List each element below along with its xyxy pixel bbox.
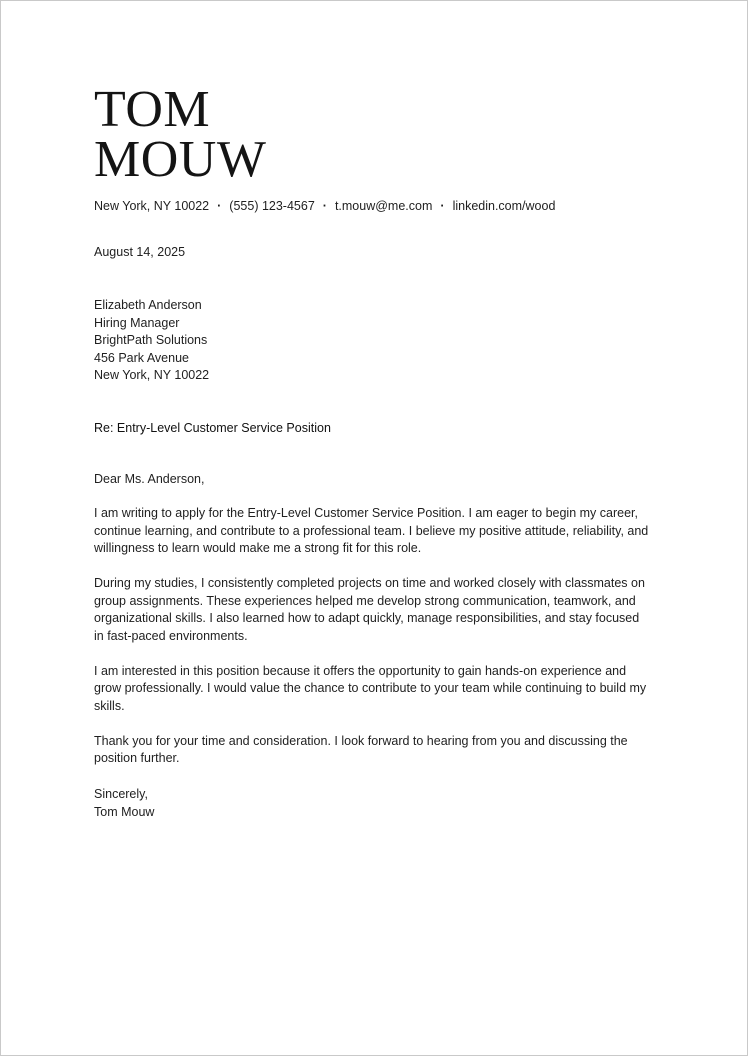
contact-separator: · bbox=[217, 199, 222, 213]
letter-date: August 14, 2025 bbox=[94, 245, 186, 259]
signature-name: Tom Mouw bbox=[94, 804, 155, 819]
contact-email: t.mouw@me.com bbox=[334, 199, 433, 213]
contact-separator: · bbox=[440, 199, 445, 213]
body-paragraph: During my studies, I consistently completed projects on time and worked closely with classmates on group assignments. These experiences helped me develop strong communication, teamwork, and organizational skills. I also learned how to adapt quickly, manage responsibilities, and stay focused in fast-paced environments. bbox=[94, 576, 645, 643]
body-paragraph: I am interested in this position because it offers the opportunity to gain hands-on experience and grow professionally. I would value the chance to contribute to your team while continuing to build my skills. bbox=[94, 663, 647, 713]
subject-line: Re: Entry-Level Customer Service Position bbox=[94, 421, 331, 435]
salutation: Dear Ms. Anderson, bbox=[94, 472, 205, 486]
contact-linkedin: linkedin.com/wood bbox=[452, 199, 556, 213]
contact-separator: · bbox=[322, 199, 327, 213]
body-paragraph: I am writing to apply for the Entry-Level Customer Service Position. I am eager to begin my career, continue learning, and contribute to a professional team. I believe my positive attitude, reliability, and willingness to learn would make me a strong fit for this role. bbox=[94, 506, 649, 555]
recipient-name: Elizabeth Anderson bbox=[94, 298, 202, 312]
recipient-street: 456 Park Avenue bbox=[94, 350, 189, 365]
letter-body bbox=[94, 505, 650, 785]
recipient-company: BrightPath Solutions bbox=[94, 333, 208, 347]
applicant-first-name: TOM bbox=[94, 81, 211, 138]
applicant-name bbox=[94, 81, 267, 188]
contact-address: New York, NY 10022 bbox=[94, 199, 210, 213]
valediction: Sincerely, bbox=[94, 787, 148, 801]
recipient-block bbox=[94, 297, 209, 385]
body-paragraph: Thank you for your time and consideration. I look forward to hearing from you and discussing the position further. bbox=[94, 733, 628, 765]
recipient-city: New York, NY 10022 bbox=[94, 368, 210, 382]
recipient-title: Hiring Manager bbox=[94, 315, 180, 330]
contact-line bbox=[94, 198, 555, 214]
applicant-last-name: MOUW bbox=[94, 131, 267, 188]
contact-phone: (555) 123-4567 bbox=[229, 199, 315, 213]
closing-block bbox=[94, 786, 154, 821]
